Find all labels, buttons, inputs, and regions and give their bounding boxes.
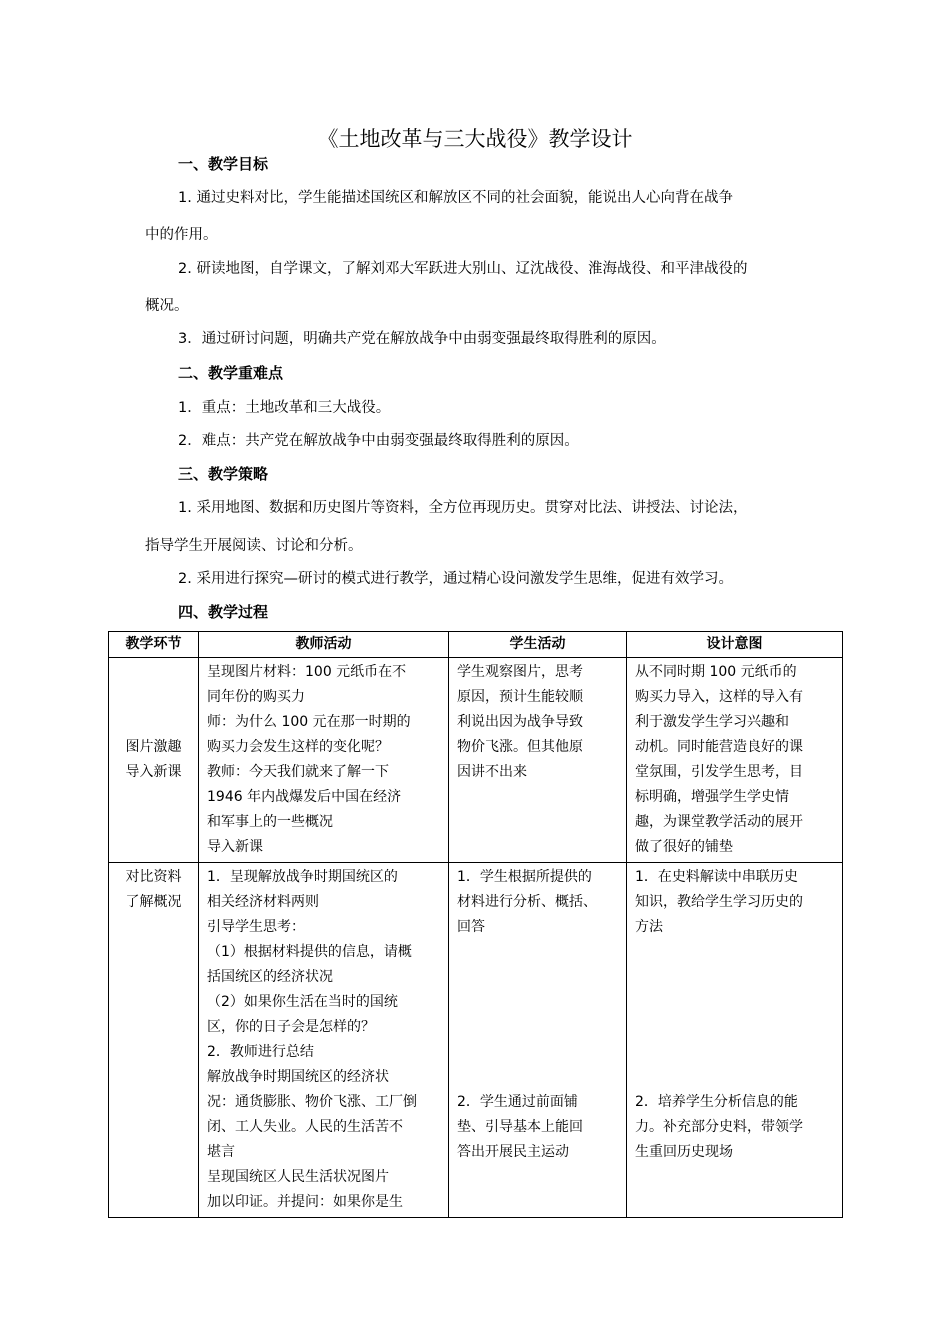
document-title: 《土地改革与三大战役》教学设计 [317, 127, 633, 151]
key-point: 1．重点：土地改革和三大战役。 [178, 400, 391, 416]
cell-line: 购买力导入，这样的导入有 [635, 689, 803, 705]
header-design-intent: 设计意图 [627, 632, 843, 658]
cell-line: 利说出因为战争导致 [457, 714, 583, 730]
strategy-1-line-1: 1. 采用地图、数据和历史图片等资料，全方位再现历史。贯穿对比法、讲授法、讨论法， [178, 500, 748, 516]
cell-line: 堂氛围，引发学生思考，目 [635, 764, 803, 780]
cell-line: 趣，为课堂教学活动的展开 [635, 814, 803, 830]
cell-line: 物价飞涨。但其他原 [457, 739, 583, 755]
stage-line: 对比资料 [125, 869, 182, 885]
cell-line: 2．学生通过前面铺 [457, 1094, 578, 1110]
cell-line: 堪言 [207, 1144, 235, 1160]
cell-line: 材料进行分析、概括、 [457, 894, 597, 910]
stage-line: 图片激趣 [125, 739, 182, 755]
table-header-row [109, 632, 843, 658]
cell-line: 导入新课 [207, 839, 263, 855]
cell-line: 同年份的购买力 [207, 689, 305, 705]
teacher-activity-cell [199, 863, 449, 1218]
cell-line: （2）如果你生活在当时的国统 [207, 994, 398, 1010]
cell-line: 利于激发学生学习兴趣和 [635, 714, 789, 730]
cell-line: 闭、工人失业。人民的生活苦不 [207, 1119, 403, 1135]
header-teacher-activity: 教师活动 [199, 632, 449, 658]
strategy-2: 2. 采用进行探究—研讨的模式进行教学，通过精心设问激发学生思维，促进有效学习。 [178, 571, 733, 587]
cell-line: 从不同时期 100 元纸币的 [635, 664, 797, 680]
cell-line: 加以印证。并提问：如果你是生 [207, 1194, 403, 1210]
cell-line: 区，你的日子会是怎样的？ [207, 1019, 375, 1035]
objective-1-line-1: 1. 通过史料对比，学生能描述国统区和解放区不同的社会面貌，能说出人心向背在战争 [178, 190, 733, 206]
cell-spacer [457, 940, 618, 1090]
table-row [109, 863, 843, 1218]
cell-line: （1）根据材料提供的信息，请概 [207, 944, 412, 960]
cell-line: 标明确，增强学生学史情 [635, 789, 789, 805]
section-heading-strategy: 三、教学策略 [178, 465, 269, 483]
cell-line: 1．在史料解读中串联历史 [635, 869, 798, 885]
stage-cell [109, 658, 199, 863]
stage-cell [109, 863, 199, 1218]
cell-line: 教师：今天我们就来了解一下 [207, 764, 389, 780]
cell-line: 方法 [635, 919, 663, 935]
cell-line: 做了很好的铺垫 [635, 839, 733, 855]
cell-line: 原因，预计生能较顺 [457, 689, 583, 705]
cell-line: 回答 [457, 919, 485, 935]
cell-line: 动机。同时能营造良好的课 [635, 739, 803, 755]
cell-line: 括国统区的经济状况 [207, 969, 333, 985]
teaching-process-table [108, 631, 843, 1218]
stage-line: 导入新课 [125, 764, 182, 780]
cell-line: 和军事上的一些概况 [207, 814, 333, 830]
cell-spacer [635, 940, 834, 1090]
cell-line: 学生观察图片，思考 [457, 664, 583, 680]
cell-line: 购买力会发生这样的变化呢？ [207, 739, 389, 755]
cell-line: 知识，教给学生学习历史的 [635, 894, 803, 910]
objective-2-line-1: 2. 研读地图，自学课文，了解刘邓大军跃进大别山、辽沈战役、淮海战役、和平津战役的 [178, 261, 748, 277]
cell-line: 师：为什么 100 元在那一时期的 [207, 714, 411, 730]
cell-line: 因讲不出来 [457, 764, 527, 780]
teacher-activity-cell [199, 658, 449, 863]
design-intent-cell [627, 863, 843, 1218]
objective-2-line-2: 概况。 [145, 298, 189, 314]
cell-line: 呈现图片材料：100 元纸币在不 [207, 664, 407, 680]
table-row [109, 658, 843, 863]
header-stage: 教学环节 [109, 632, 199, 658]
student-activity-cell [449, 863, 627, 1218]
cell-line: 垫、引导基本上能回 [457, 1119, 583, 1135]
section-heading-process: 四、教学过程 [178, 603, 269, 621]
student-activity-cell [449, 658, 627, 863]
cell-line: 2．培养学生分析信息的能 [635, 1094, 798, 1110]
section-heading-key-points: 二、教学重难点 [178, 364, 284, 382]
cell-line: 生重回历史现场 [635, 1144, 733, 1160]
cell-line: 答出开展民主运动 [457, 1144, 569, 1160]
section-heading-objectives: 一、教学目标 [178, 155, 269, 173]
difficult-point: 2．难点：共产党在解放战争中由弱变强最终取得胜利的原因。 [178, 433, 579, 449]
objective-1-line-2: 中的作用。 [145, 227, 218, 243]
cell-line: 解放战争时期国统区的经济状 [207, 1069, 389, 1085]
header-student-activity: 学生活动 [449, 632, 627, 658]
stage-line: 了解概况 [125, 894, 182, 910]
cell-line: 引导学生思考： [207, 919, 305, 935]
cell-line: 1．呈现解放战争时期国统区的 [207, 869, 398, 885]
strategy-1-line-2: 指导学生开展阅读、讨论和分析。 [145, 538, 363, 554]
cell-line: 1．学生根据所提供的 [457, 869, 592, 885]
cell-line: 1946 年内战爆发后中国在经济 [207, 789, 402, 805]
cell-line: 呈现国统区人民生活状况图片 [207, 1169, 389, 1185]
cell-line: 况：通货膨胀、物价飞涨、工厂倒 [207, 1094, 417, 1110]
cell-line: 力。补充部分史料，带领学 [635, 1119, 803, 1135]
objective-3: 3．通过研讨问题，明确共产党在解放战争中由弱变强最终取得胜利的原因。 [178, 331, 666, 347]
cell-line: 2．教师进行总结 [207, 1044, 314, 1060]
design-intent-cell [627, 658, 843, 863]
cell-line: 相关经济材料两则 [207, 894, 319, 910]
